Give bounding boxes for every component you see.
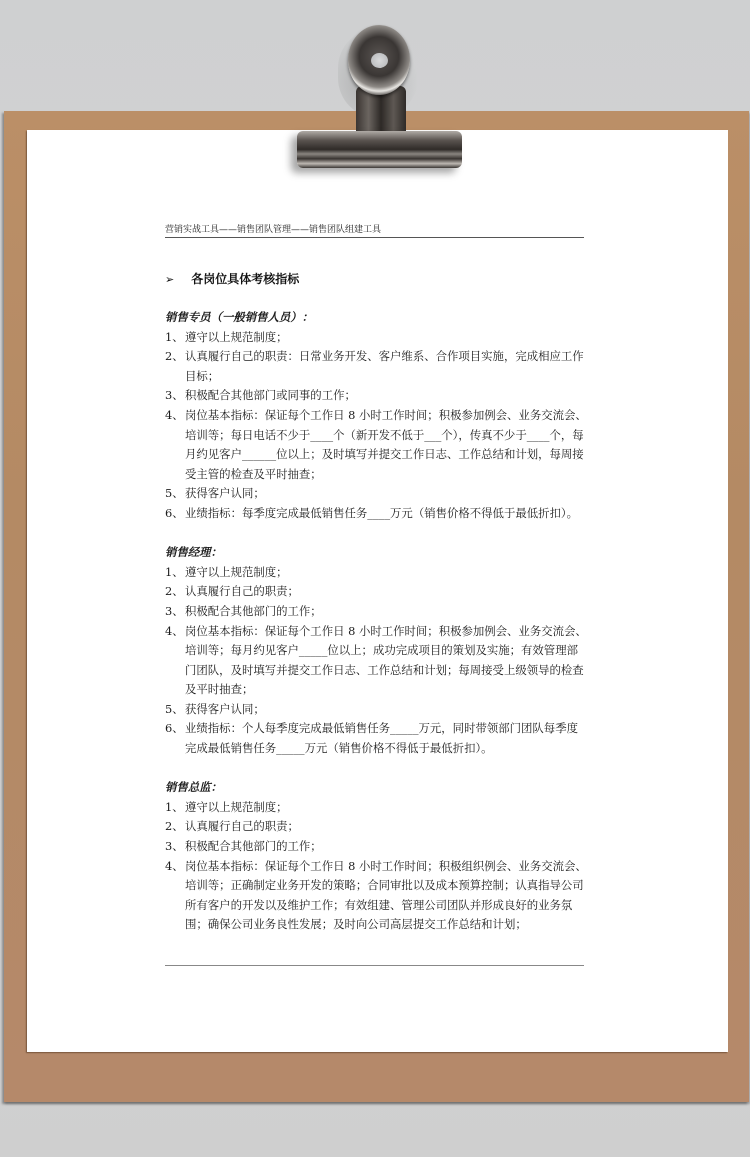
list-item xyxy=(165,563,587,583)
item-number: 4、 xyxy=(165,858,184,873)
footer-divider xyxy=(165,965,584,966)
item-number: 1、 xyxy=(165,329,184,344)
item-number: 4、 xyxy=(165,623,184,638)
arrow-bullet-icon: ➢ xyxy=(165,273,175,286)
item-text: 遵守以上规范制度； xyxy=(185,329,288,344)
role-sales-manager xyxy=(165,543,587,759)
item-text: 业绩指标：每季度完成最低销售任务____万元（销售价格不得低于最低折扣）。 xyxy=(185,505,578,520)
item-number: 5、 xyxy=(165,486,184,501)
item-number: 2、 xyxy=(165,819,184,834)
list-item xyxy=(165,857,587,935)
item-text: 业绩指标：个人每季度完成最低销售任务_____万元，同时带领部门团队每季度完成最低销售任务_____万元（销售价格不得低于最低折扣）。 xyxy=(185,721,578,756)
role-sales-specialist xyxy=(165,308,587,524)
item-number: 3、 xyxy=(165,603,184,618)
item-number: 3、 xyxy=(165,839,184,854)
item-number: 1、 xyxy=(165,564,184,579)
item-number: 2、 xyxy=(165,349,184,364)
item-text: 岗位基本指标：保证每个工作日 8 小时工作时间；积极参加例会、业务交流会、培训等；每月约见客户_____位以上；成功完成项目的策划及实施；有效管理部门团队，及时填写并提交工作日志、工作总结和计划；每周接受上级领导的检查及平时抽查； xyxy=(185,623,587,697)
list-item xyxy=(165,504,587,524)
item-text: 岗位基本指标：保证每个工作日 8 小时工作时间；积极组织例会、业务交流会、培训等；正确制定业务开发的策略；合同审批以及成本预算控制；认真指导公司所有客户的开发以及维护工作；有效组建、管理公司团队并形成良好的业务氛围；确保公司业务良性发展；及时向公司高层提交工作总结和计划； xyxy=(185,858,587,932)
list-item xyxy=(165,484,587,504)
item-text: 积极配合其他部门的工作； xyxy=(185,603,322,618)
item-text: 岗位基本指标：保证每个工作日 8 小时工作时间；积极参加例会、业务交流会、培训等；每日电话不少于____个（新开发不低于___个），传真不少于____个，每月约见客户______位以上；及时填写并提交工作日志、工作总结和计划，每周接受主管的检查及平时抽查； xyxy=(185,407,587,481)
section-title-text: 各岗位具体考核指标 xyxy=(191,272,300,286)
role-title: 销售专员（一般销售人员）： xyxy=(165,310,314,324)
document-body xyxy=(165,308,587,955)
running-header: 营销实战工具——销售团队管理——销售团队组建工具 xyxy=(165,222,584,238)
list-item xyxy=(165,406,587,484)
list-item xyxy=(165,837,587,857)
list-item xyxy=(165,817,587,837)
item-number: 2、 xyxy=(165,584,184,599)
role-sales-director xyxy=(165,778,587,935)
list-item xyxy=(165,582,587,602)
role-title: 销售总监： xyxy=(165,780,222,795)
item-text: 获得客户认同； xyxy=(185,486,265,501)
item-text: 遵守以上规范制度； xyxy=(185,799,288,814)
item-text: 遵守以上规范制度； xyxy=(185,564,288,579)
item-text: 认真履行自己的职责：日常业务开发、客户维系、合作项目实施，完成相应工作目标； xyxy=(185,349,584,383)
item-text: 认真履行自己的职责； xyxy=(185,584,299,599)
list-item xyxy=(165,622,587,700)
list-item xyxy=(165,719,587,758)
item-number: 6、 xyxy=(165,721,184,736)
item-text: 积极配合其他部门或同事的工作； xyxy=(185,388,356,403)
role-title: 销售经理： xyxy=(165,545,222,560)
list-item xyxy=(165,798,587,818)
list-item xyxy=(165,602,587,622)
list-item xyxy=(165,347,587,386)
item-number: 6、 xyxy=(165,505,184,520)
list-item xyxy=(165,386,587,406)
clip-bar-icon xyxy=(297,131,462,168)
list-item xyxy=(165,700,587,720)
item-number: 5、 xyxy=(165,701,184,716)
item-text: 认真履行自己的职责； xyxy=(185,819,299,834)
section-title xyxy=(165,270,299,287)
clip-hole-icon xyxy=(371,53,388,68)
item-text: 积极配合其他部门的工作； xyxy=(185,839,322,854)
item-text: 获得客户认同； xyxy=(185,701,265,716)
item-number: 1、 xyxy=(165,799,184,814)
item-number: 3、 xyxy=(165,388,184,403)
list-item xyxy=(165,328,587,348)
item-number: 4、 xyxy=(165,407,184,422)
